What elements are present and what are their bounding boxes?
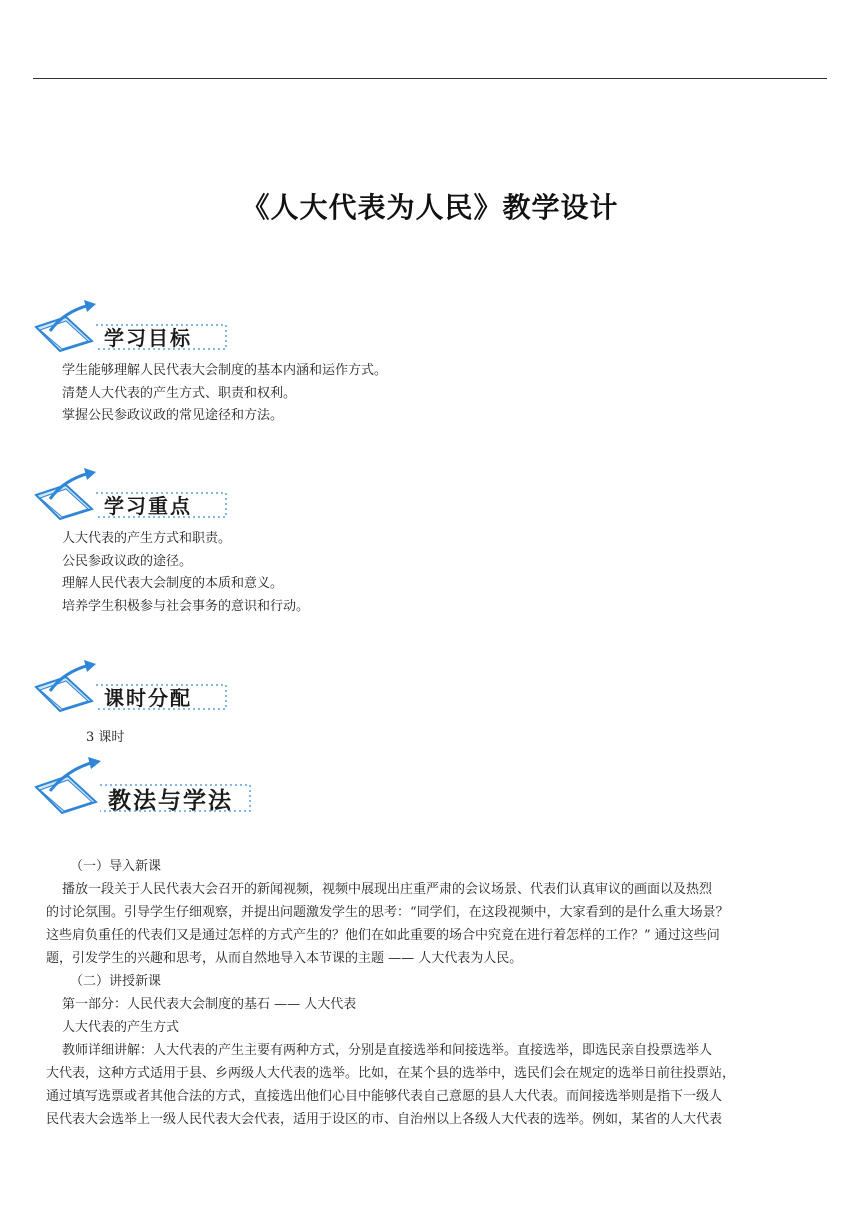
- intro-heading: （一）导入新课: [70, 859, 162, 874]
- header-rule: [33, 78, 827, 79]
- class-hours: 3 课时: [86, 730, 125, 745]
- document-title: 《人大代表为人民》教学设计: [241, 191, 619, 224]
- list-item: 人大代表的产生方式和职责。: [62, 531, 232, 546]
- section-header-schedule: [30, 657, 270, 717]
- schedule-value: [86, 727, 124, 750]
- intro-line: 这些肩负重任的代表们又是通过怎样的方式产生的？他们在如此重要的场合中究竟在进行着怎样的工作？” 通过这些问: [46, 928, 720, 943]
- section-header-methods: [30, 755, 290, 815]
- list-item: 学生能够理解人民代表大会制度的基本内涵和运作方式。: [62, 363, 388, 378]
- key-points-list: [62, 528, 309, 618]
- methods-body: [46, 855, 828, 1131]
- list-item: 培养学生积极参与社会事务的意识和行动。: [62, 598, 310, 614]
- section-title-schedule: 课时分配: [104, 686, 192, 710]
- section-title-objectives: 学习目标: [104, 326, 192, 350]
- intro-line: 的讨论氛围。引导学生仔细观察，并提出问题激发学生的思考：“同学们，在这段视频中，大家看到的是什么重大场景？: [46, 905, 729, 920]
- list-item: 清楚人大代表的产生方式、职责和权利。: [62, 385, 297, 401]
- section-title-methods: 教法与学法: [108, 788, 233, 814]
- explain-line: 通过填写选票或者其他合法的方式，直接选出他们心目中能够代表自己意愿的县人大代表。而间接选举则是指下一级人: [46, 1089, 723, 1104]
- section-header-objectives: [30, 297, 270, 357]
- explain-line: 教师详细讲解：人大代表的产生主要有两种方式，分别是直接选举和间接选举。直接选举，即选民亲自投票选举人: [62, 1043, 713, 1058]
- section-header-key-points: [30, 465, 270, 525]
- list-item: 掌握公民参政议政的常见途径和方法。: [62, 408, 284, 423]
- section-title-key-points: 学习重点: [104, 494, 192, 518]
- topic-heading: 人大代表的产生方式: [62, 1020, 180, 1035]
- list-item: 理解人民代表大会制度的本质和意义。: [62, 576, 284, 591]
- objectives-list: [62, 360, 387, 428]
- explain-line: 民代表大会选举上一级人民代表大会代表，适用于设区的市、自治州以上各级人大代表的选举。例如，某省的人大代表: [46, 1112, 723, 1127]
- intro-line: 播放一段关于人民代表大会召开的新闻视频，视频中展现出庄重严肃的会议场景、代表们认真审议的画面以及热烈: [62, 882, 713, 897]
- list-item: 公民参政议政的途径。: [62, 553, 193, 569]
- part-one-heading: 第一部分：人民代表大会制度的基石 —— 人大代表: [62, 997, 357, 1012]
- explain-line: 大代表，这种方式适用于县、乡两级人大代表的选举。比如，在某个县的选举中，选民们会在规定的选举日前往投票站，: [46, 1066, 736, 1081]
- intro-line: 题，引发学生的兴趣和思考，从而自然地导入本节课的主题 —— 人大代表为人民。: [46, 951, 523, 966]
- lecture-heading: （二）讲授新课: [70, 974, 162, 989]
